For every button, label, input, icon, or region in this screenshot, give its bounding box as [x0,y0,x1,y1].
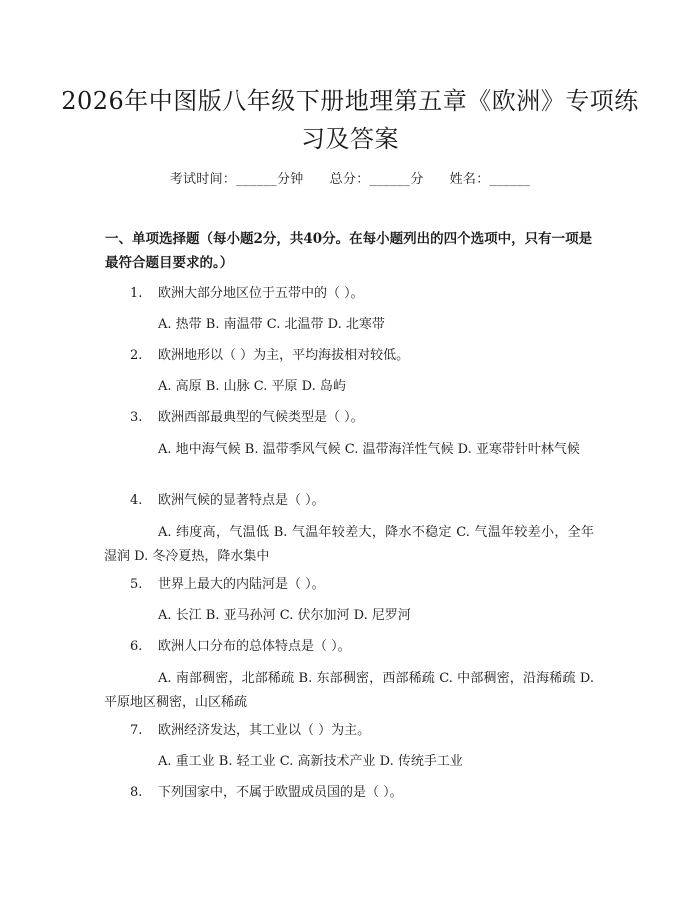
exam-info-line [0,168,700,187]
question-number: 8. [130,785,143,800]
question-5-options: A. 长江 B. 亚马孙河 C. 伏尔加河 D. 尼罗河 [158,608,411,623]
question-7-options: A. 重工业 B. 轻工业 C. 高新技术产业 D. 传统手工业 [158,754,463,769]
question-text: 欧洲大部分地区位于五带中的（ ）。 [158,286,364,301]
question-8 [130,783,403,803]
question-4-options: A. 纬度高，气温低 B. 气温年较差大，降水不稳定 C. 气温年较差小，全年湿润 D. 冬冷夏热，降水集中 [104,525,594,564]
question-text: 欧洲地形以（ ）为主，平均海拔相对较低。 [158,348,410,363]
student-name-field: 姓名：______ [449,172,531,187]
question-2 [130,346,409,366]
question-text: 欧洲经济发达，其工业以（ ）为主。 [158,723,371,738]
question-1 [130,284,364,304]
question-number: 1. [130,286,143,301]
question-3 [130,408,364,428]
page-title: 2026年中图版八年级下册地理第五章《欧洲》专项练习及答案 [61,87,639,153]
question-text: 欧洲人口分布的总体特点是（ ）。 [158,639,351,654]
question-text: 欧洲西部最典型的气候类型是（ ）。 [158,410,364,425]
question-1-options: A. 热带 B. 南温带 C. 北温带 D. 北寒带 [158,317,385,332]
question-5 [130,575,325,595]
question-text: 欧洲气候的显著特点是（ ）。 [158,493,325,508]
question-6-options: A. 南部稠密，北部稀疏 B. 东部稠密，西部稀疏 C. 中部稠密，沿海稀疏 D. 平原地区稠密，山区稀疏 [104,671,594,710]
question-number: 7. [130,723,143,738]
question-number: 2. [130,348,143,363]
question-3-options: A. 地中海气候 B. 温带季风气候 C. 温带海洋性气候 D. 亚寒带针叶林气候 [158,442,580,457]
question-number: 6. [130,639,143,654]
exam-time-field: 考试时间：______分钟 [169,172,304,187]
question-text: 世界上最大的内陆河是（ ）。 [158,577,325,592]
question-number: 4. [130,493,143,508]
question-2-options: A. 高原 B. 山脉 C. 平原 D. 岛屿 [158,379,346,394]
question-number: 3. [130,410,143,425]
question-number: 5. [130,577,143,592]
total-score-field: 总分：______分 [329,172,424,187]
section-heading-single-choice: 一、单项选择题（每小题2分，共40分。在每小题列出的四个选项中，只有一项是最符合题目要求的。） [105,231,593,271]
question-7 [130,721,370,741]
question-6 [130,637,351,657]
question-text: 下列国家中，不属于欧盟成员国的是（ ）。 [158,785,403,800]
question-4 [130,491,325,511]
